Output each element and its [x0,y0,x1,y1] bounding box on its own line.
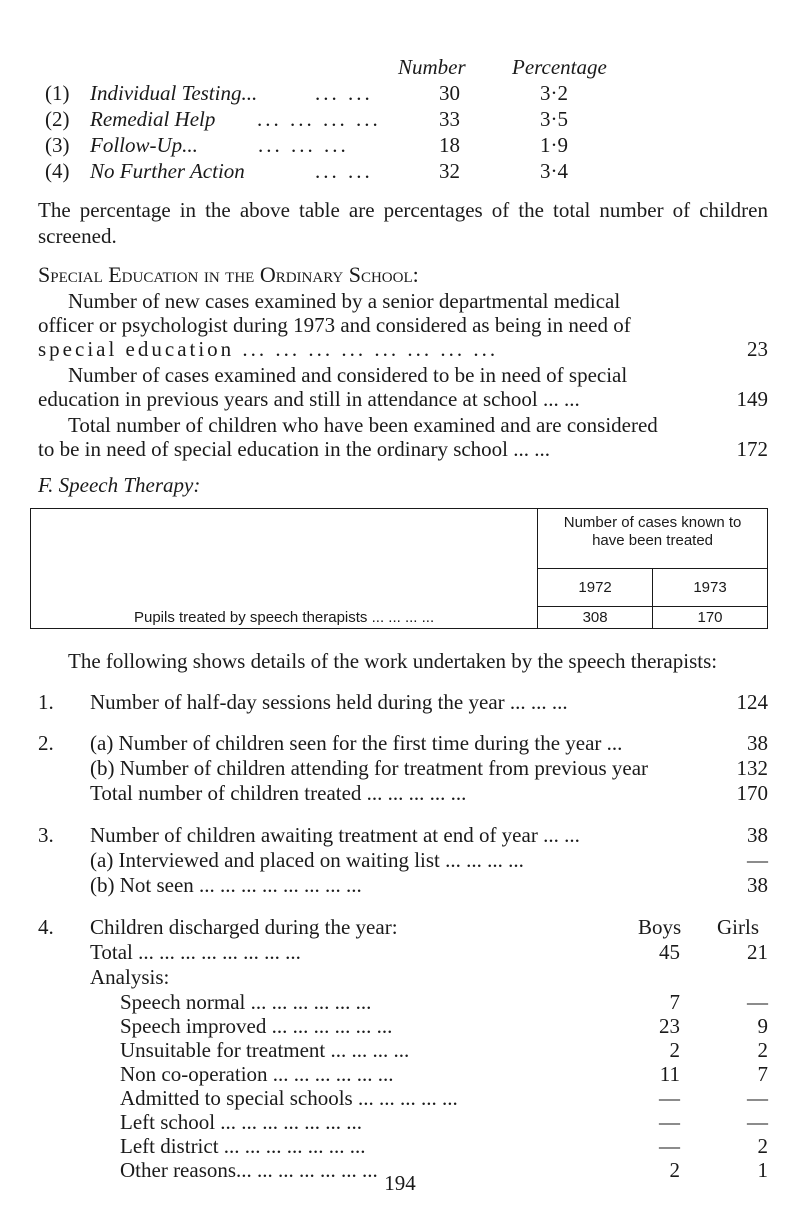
page-number: 194 [384,1171,416,1195]
details-intro: The following shows details of the work undertaken by the speech therapists: [68,649,718,673]
year-cell: 1972 [538,569,653,607]
special-ed-item-1-line1: Number of new cases examined by a senior departmental medical [68,289,621,313]
details-value: 38 [747,731,768,755]
discharge-label: Admitted to special schools ... ... ... ... ... [120,1086,458,1110]
discharge-girls: 9 [757,1014,768,1038]
total-label: Total ... ... ... ... ... ... ... ... [90,940,301,964]
details-value: 170 [736,781,768,805]
discharge-girls: 7 [757,1062,768,1086]
details-value: 132 [736,756,768,780]
details-line: (a) Number of children seen for the first time during the year ... [90,731,623,755]
details-line: (b) Number of children attending for treatment from previous year [90,756,649,780]
discharge-label: Left school ... ... ... ... ... ... ... [120,1110,363,1134]
discharge-boys: 23 [659,1014,680,1038]
details-value: 38 [747,873,768,897]
details-line: (b) Not seen ... ... ... ... ... ... ... ... [90,873,362,897]
special-ed-item-1-line3: special education ... ... ... ... ... ... ... ... [38,337,499,361]
speech-therapy-table [30,508,768,629]
discharge-label: Speech improved ... ... ... ... ... ... [120,1014,393,1038]
details-value: 38 [747,823,768,847]
special-ed-item-2-line2: education in previous years and still in attendance at school ... ... [38,387,580,411]
discharge-girls: — [747,1086,768,1110]
details-value: — [747,848,768,872]
special-ed-item-3-line1: Total number of children who have been examined and are considered [68,413,658,437]
details-line: Total number of children treated ... ... ... ... ... [90,781,467,805]
discharge-boys: — [659,1134,680,1158]
row-label: Pupils treated by speech therapists ... ... ... ... [133,609,435,626]
discharge-girls: 1 [757,1158,768,1182]
col-header-girls: Girls [717,915,759,939]
year-cell: 1973 [653,569,768,607]
total-girls: 21 [747,940,768,964]
discharge-boys: 7 [669,990,680,1014]
section-heading-special-education: Special Education in the Ordinary School: [38,262,419,287]
special-ed-item-1-value: 23 [747,337,768,361]
discharged-num: 4. [38,915,54,939]
details-item-num: 2. [38,731,54,755]
section-heading-speech-therapy: F. Speech Therapy: [38,473,201,497]
discharge-boys: 2 [669,1038,680,1062]
analysis-label: Analysis: [90,965,170,989]
col-header-percentage: Percentage [512,55,607,79]
special-ed-item-2-value: 149 [736,387,768,411]
discharge-label: Non co-operation ... ... ... ... ... ... [120,1062,394,1086]
discharged-title: Children discharged during the year: [90,915,398,939]
discharge-girls: — [747,1110,768,1134]
discharge-girls: 2 [757,1038,768,1062]
special-ed-item-3-value: 172 [736,437,768,461]
discharge-label: Other reasons... ... ... ... ... ... ... [120,1158,378,1182]
special-ed-item-1-line2: officer or psychologist during 1973 and considered as being in need of [38,313,631,337]
discharge-boys: 2 [669,1158,680,1182]
details-line: (a) Interviewed and placed on waiting list ... ... ... ... [90,848,524,872]
discharge-boys: — [659,1086,680,1110]
discharge-boys: — [659,1110,680,1134]
special-ed-item-2-line1: Number of cases examined and considered to be in need of special [68,363,628,387]
header-cell [538,509,768,569]
discharge-label: Unsuitable for treatment ... ... ... ... [120,1038,410,1062]
details-line: Number of half-day sessions held during the year ... ... ... [90,690,568,714]
details-line: Number of children awaiting treatment at end of year ... ... [90,823,580,847]
value-cell: 308 [538,607,653,629]
special-ed-item-3-line2: to be in need of special education in the ordinary school ... ... [38,437,551,461]
details-value: 124 [736,690,768,714]
total-boys: 45 [659,940,680,964]
discharge-girls: — [747,990,768,1014]
col-header-boys: Boys [638,915,682,939]
discharge-label: Left district ... ... ... ... ... ... ... [120,1134,366,1158]
row-label-cell [31,509,538,629]
col-header-number: Number [398,55,466,79]
header-text: Number of cases known to have been treated [563,514,742,549]
details-item-num: 3. [38,823,54,847]
discharge-label: Speech normal ... ... ... ... ... ... [120,990,372,1014]
note-paragraph: The percentage in the above table are percentages of the total number of children screened. [38,198,768,248]
details-item-num: 1. [38,690,54,714]
discharge-boys: 11 [659,1062,680,1086]
discharge-girls: 2 [757,1134,768,1158]
value-cell: 170 [653,607,768,629]
